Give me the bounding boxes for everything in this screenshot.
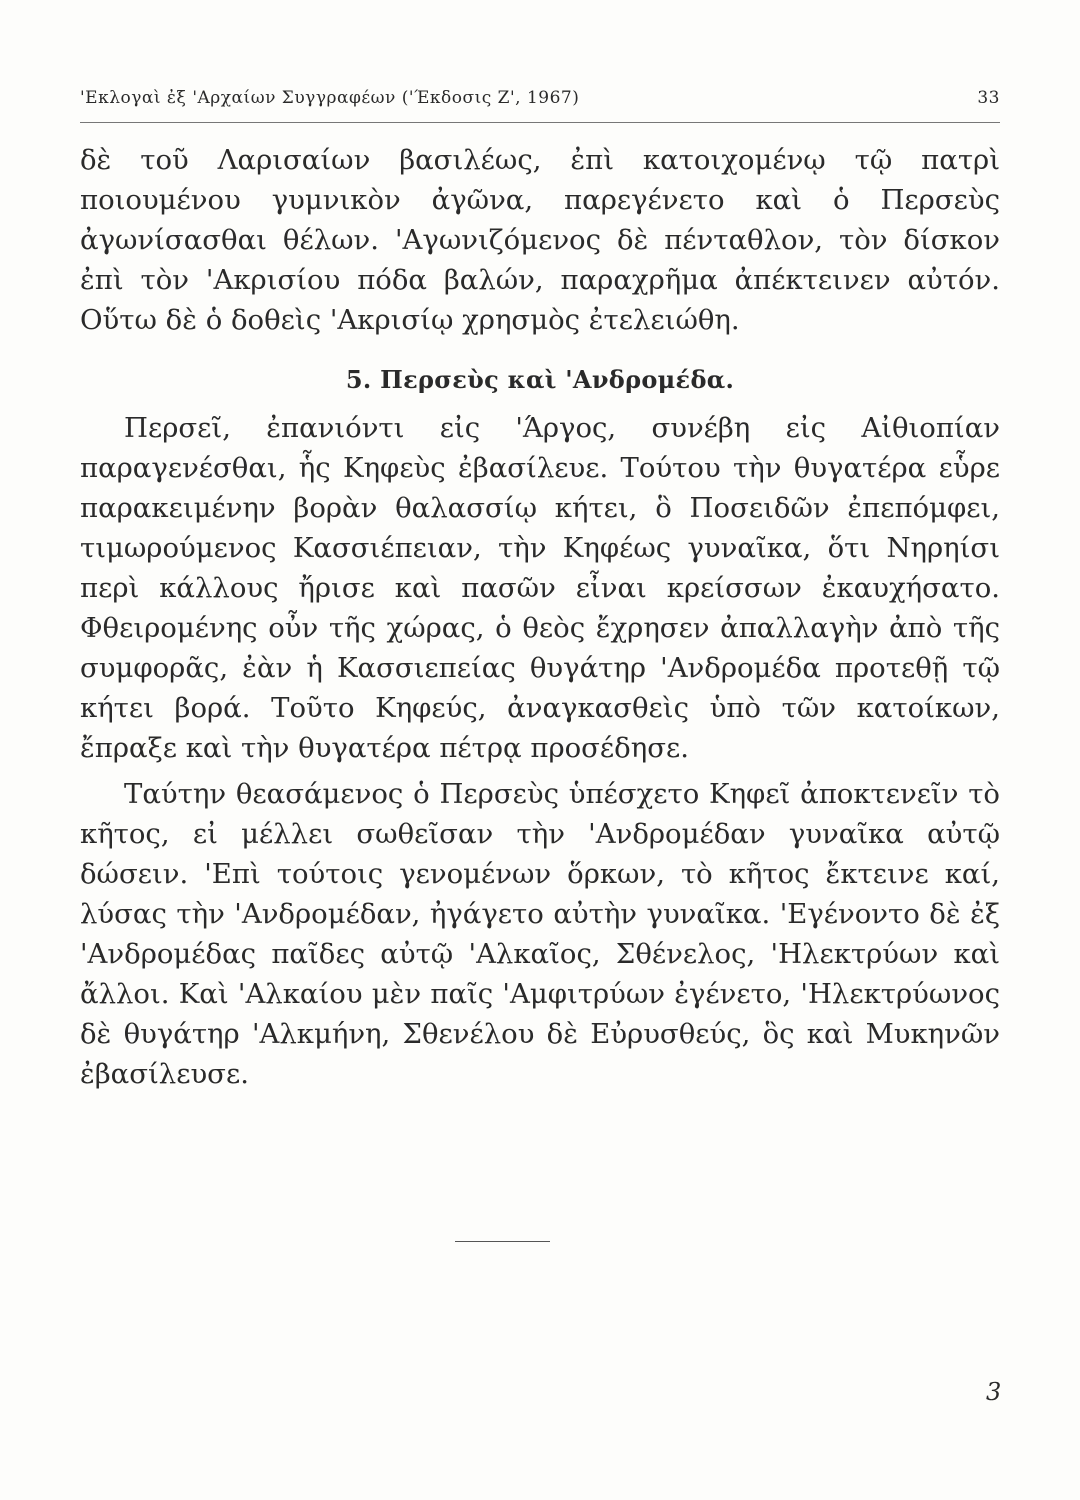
running-header	[80, 88, 1000, 108]
section-heading: 5. Περσεὺς καὶ 'Ανδρομέδα.	[345, 365, 735, 394]
paragraph-continuation: δὲ τοῦ Λαρισαίων βασιλέως, ἐπὶ κατοιχομένῳ τῷ πατρὶ ποιουμένου γυμνικὸν ἀγῶνα, παρεγένετο καὶ ὁ Περσεὺς ἀγωνίσασθαι θέλων. 'Αγωνιζόμενος δὲ πένταθλον, τὸν δίσκον ἐπὶ τὸν 'Ακρισίου πόδα βαλών, παραχρῆμα ἀπέκτεινεν αὐτόν. Οὕτω δὲ ὁ δοθεὶς 'Ακρισίῳ χρησμὸς ἐτελειώθη.	[80, 144, 1000, 336]
signature-mark: 3	[986, 1378, 1002, 1406]
paragraph: Περσεῖ, ἐπανιόντι εἰς 'Άργος, συνέβη εἰς Αἰθιοπίαν παραγενέσθαι, ἧς Κηφεὺς ἐβασίλευε. Τούτου τὴν θυγατέρα εὗρε παρακειμένην βορὰν θαλασσίῳ κήτει, ὃ Ποσειδῶν ἐπεπόμφει, τιμωρούμενος Κασσιέπειαν, τὴν Κηφέως γυναῖκα, ὅτι Νηρηίσι περὶ κάλλους ἤρισε καὶ πασῶν εἶναι κρείσσων ἐκαυχήσατο. Φθειρομένης οὖν τῆς χώρας, ὁ θεὸς ἔχρησεν ἀπαλλαγὴν ἀπὸ τῆς συμφορᾶς, ἐὰν ἡ Κασσιεπείας θυγάτηρ 'Ανδρομέδα προτεθῇ τῷ κήτει βορά. Τοῦτο Κηφεύς, ἀναγκασθεὶς ὑπὸ τῶν κατοίκων, ἔπραξε καὶ τὴν θυγατέρα πέτρᾳ προσέδησε.	[80, 412, 1000, 764]
section-end-rule	[455, 1241, 550, 1242]
header-rule	[80, 122, 1000, 123]
main-text	[80, 140, 1000, 1094]
running-title: 'Εκλογαὶ ἐξ 'Αρχαίων Συγγραφέων ('Έκδοσις Ζ', 1967)	[80, 88, 580, 108]
page-number: 33	[977, 88, 1000, 108]
paragraph: Ταύτην θεασάμενος ὁ Περσεὺς ὑπέσχετο Κηφεῖ ἀποκτενεῖν τὸ κῆτος, εἰ μέλλει σωθεῖσαν τὴν 'Ανδρομέδαν γυναῖκα αὐτῷ δώσειν. 'Επὶ τούτοις γενομένων ὅρκων, τὸ κῆτος ἔκτεινε καί, λύσας τὴν 'Ανδρομέδαν, ἠγάγετο αὐτὴν γυναῖκα. 'Εγένοντο δὲ ἐξ 'Ανδρομέδας παῖδες αὐτῷ 'Αλκαῖος, Σθένελος, 'Ηλεκτρύων καὶ ἄλλοι. Καὶ 'Αλκαίου μὲν παῖς 'Αμφιτρύων ἐγένετο, 'Ηλεκτρύωνος δὲ θυγάτηρ 'Αλκμήνη, Σθενέλου δὲ Εὐρυσθεύς, ὃς καὶ Μυκηνῶν ἐβασίλευσε.	[80, 778, 1000, 1090]
